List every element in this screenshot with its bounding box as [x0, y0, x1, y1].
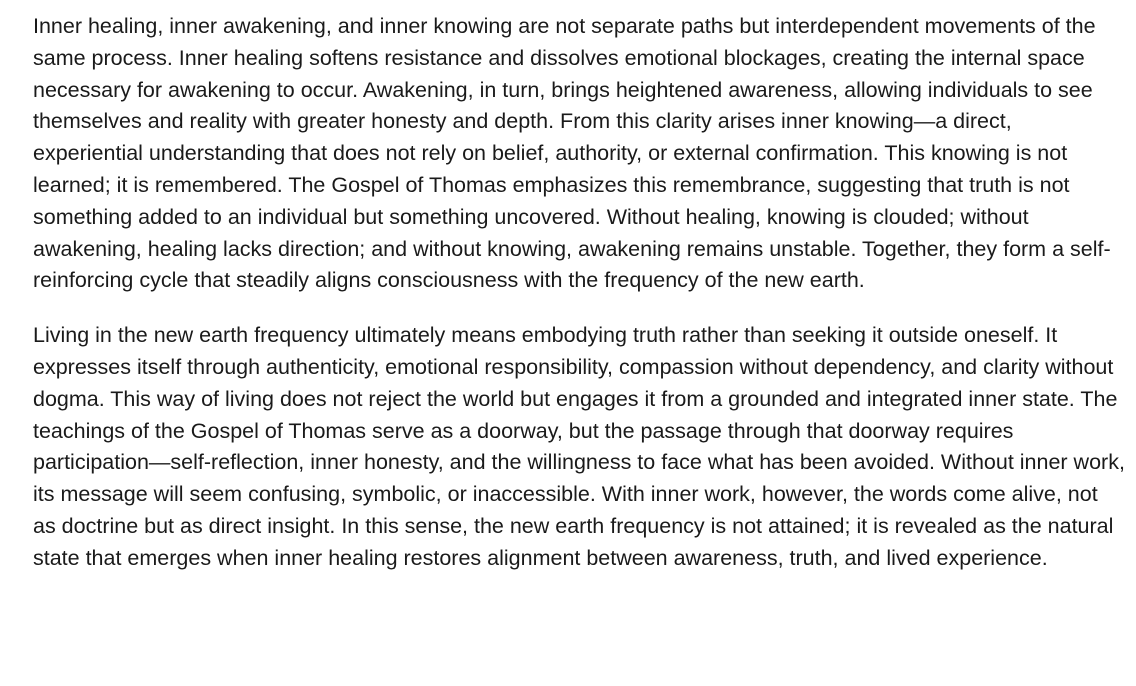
- paragraph-inner-healing: Inner healing, inner awakening, and inner knowing are not separate paths but interdependent movements of the same process. Inner healing softens resistance and dissolves emotional blockages, creating the internal space necessary for awakening to occur. Awakening, in turn, brings heightened awareness, allowing individuals to see themselves and reality with greater honesty and depth. From this clarity arises inner knowing—a direct, experiential understanding that does not rely on belief, authority, or external confirmation. This knowing is not learned; it is remembered. The Gospel of Thomas emphasizes this remembrance, suggesting that truth is not something added to an individual but something uncovered. Without healing, knowing is clouded; without awakening, healing lacks direction; and without knowing, awakening remains unstable. Together, they form a self-reinforcing cycle that steadily aligns consciousness with the frequency of the new earth.: [33, 14, 1111, 293]
- paragraph-new-earth-frequency: Living in the new earth frequency ultimately means embodying truth rather than seeking it outside oneself. It expresses itself through authenticity, emotional responsibility, compassion without dependency, and clarity without dogma. This way of living does not reject the world but engages it from a grounded and integrated inner state. The teachings of the Gospel of Thomas serve as a doorway, but the passage through that doorway requires participation—self-reflection, inner honesty, and the willingness to face what has been avoided. Without inner work, its message will seem confusing, symbolic, or inaccessible. With inner work, however, the words come alive, not as doctrine but as direct insight. In this sense, the new earth frequency is not attained; it is revealed as the natural state that emerges when inner healing restores alignment between awareness, truth, and lived experience.: [33, 323, 1125, 570]
- document-body: [33, 11, 1125, 575]
